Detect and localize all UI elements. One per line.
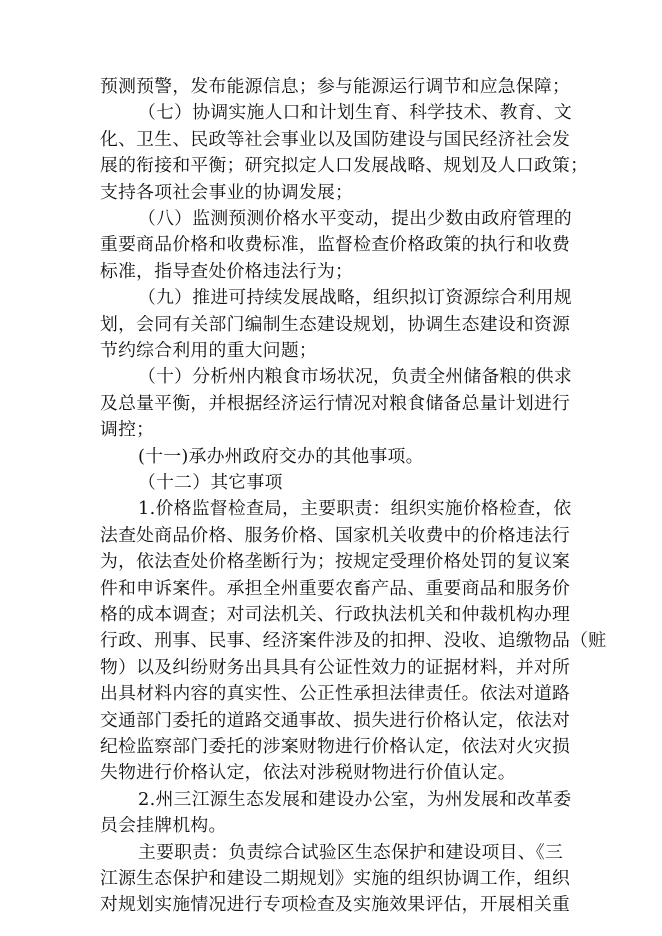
text-line: 节约综合利用的重大问题； xyxy=(100,340,317,361)
text-line: 预测预警，发布能源信息；参与能源运行调节和应急保障； xyxy=(100,76,571,97)
text-line: 重要商品价格和收费标准，监督检查价格政策的执行和收费 xyxy=(100,234,571,256)
text-line: 交通部门委托的道路交通事故、损失进行价格认定，依法对 xyxy=(100,709,571,731)
text-line: （八）监测预测价格水平变动，提出少数由政府管理的 xyxy=(138,208,572,229)
text-line: 失物进行价格认定，依法对涉税财物进行价值认定。 xyxy=(100,762,516,784)
text-line: 为，依法查处价格垄断行为；按规定受理价格处罚的复议案 xyxy=(100,551,571,573)
text-line: 标准，指导查处价格违法行为； xyxy=(100,260,354,282)
text-line: 支持各项社会事业的协调发展； xyxy=(100,181,354,203)
text-line: 员会挂牌机构。 xyxy=(100,815,227,837)
text-line: 主要职责：负责综合试验区生态保护和建设项目、《三 xyxy=(138,841,564,863)
text-line: 划，会同有关部门编制生态建设规划，协调生态建设和资源 xyxy=(100,313,571,335)
text-line: (十一)承办州政府交办的其他事项。 xyxy=(138,445,424,467)
text-line: （十）分析州内粮食市场状况，负责全州储备粮的供求 xyxy=(138,366,572,388)
text-line: 件和申诉案件。承担全州重要农畜产品、重要商品和服务价 xyxy=(100,577,571,599)
text-line: 物）以及纠纷财务出具具有公证性效力的证据材料，并对所 xyxy=(100,656,571,678)
text-line: 法查处商品价格、服务价格、国家机关收费中的价格违法行 xyxy=(100,524,571,546)
text-line: 格的成本调查；对司法机关、行政执法机关和仲裁机构办理 xyxy=(100,604,571,625)
text-line: 出具材料内容的真实性、公正性承担法律责任。依法对道路 xyxy=(100,683,571,705)
text-line: 2.州三江源生态发展和建设办公室，为州发展和改革委 xyxy=(138,788,572,810)
text-line: 纪检监察部门委托的涉案财物进行价格认定，依法对火灾损 xyxy=(100,736,571,757)
text-line: 江源生态保护和建设二期规划》实施的组织协调工作，组织 xyxy=(100,868,571,889)
text-line: 调控； xyxy=(100,419,155,441)
text-line: （七）协调实施人口和计划生育、科学技术、教育、文 xyxy=(138,102,572,124)
text-line: （十二）其它事项 xyxy=(138,472,283,493)
text-line: （九）推进可持续发展战略，组织拟订资源综合利用规 xyxy=(138,287,572,309)
text-line: 及总量平衡，并根据经济运行情况对粮食储备总量计划进行 xyxy=(100,392,571,414)
text-line: 展的衔接和平衡；研究拟定人口发展战略、规划及人口政策； xyxy=(100,155,589,177)
text-line: 行政、刑事、民事、经济案件涉及的扣押、没收、追缴物品（赃 xyxy=(100,630,607,652)
text-line: 对规划实施情况进行专项检查及实施效果评估，开展相关重 xyxy=(100,894,571,916)
text-line: 化、卫生、民政等社会事业以及国防建设与国民经济社会发 xyxy=(100,128,571,150)
text-line: 1.价格监督检查局，主要职责：组织实施价格检查，依 xyxy=(138,498,572,520)
